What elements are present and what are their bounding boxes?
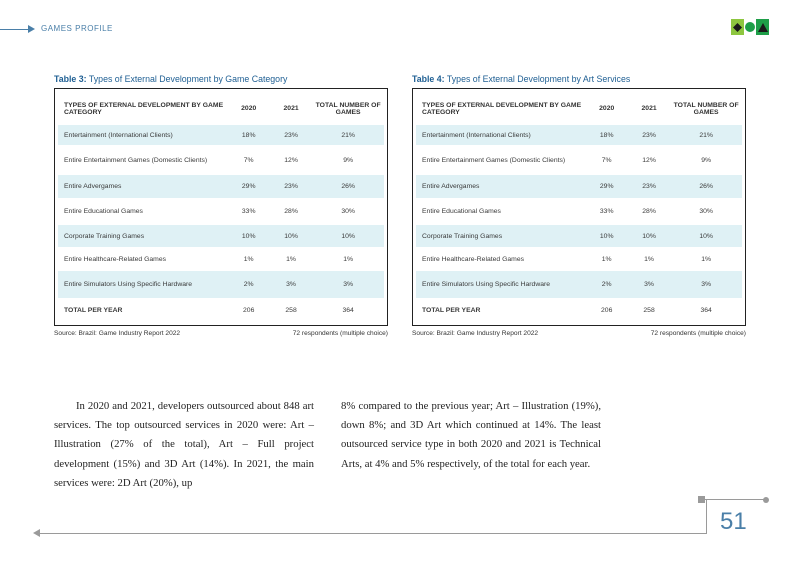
table4-caption: Table 4: Types of External Development by Art Services	[412, 74, 631, 84]
page-number: 51	[720, 508, 747, 535]
circle-icon	[744, 19, 757, 35]
table4-block	[412, 74, 746, 337]
section-title: GAMES PROFILE	[41, 24, 113, 33]
table-total-row	[416, 298, 742, 322]
table3-caption: Table 3: Types of External Development by Game Category	[54, 74, 288, 84]
cell-2021: 10%	[642, 232, 656, 240]
table-row	[58, 145, 384, 175]
table-row	[416, 125, 742, 145]
cell-2021: 12%	[284, 156, 298, 164]
cell-2020: 2%	[243, 281, 254, 288]
header-arrow-icon	[28, 25, 35, 33]
cell-2020: 29%	[599, 183, 614, 190]
table-row	[416, 145, 742, 175]
cell-2021: 23%	[642, 131, 656, 139]
body-paragraph-column-2: 8% compared to the previous year; Art – Illustration (19%), down 8%; and 3D Art which continued at 14%. The least outsourced service type in both 2020 and 2021 is Technical Arts, at 4% and 5% respectively, of the total for each year.	[341, 400, 601, 470]
cell-total: 21%	[341, 131, 355, 139]
footer-square-icon	[698, 496, 705, 503]
header-2020: 2020	[241, 105, 257, 112]
cell-2021: 10%	[284, 232, 298, 240]
header-category: TYPES OF EXTERNAL DEVELOPMENT BY GAME CATEGORY	[64, 101, 224, 116]
cell-2021: 1%	[286, 255, 296, 263]
cell-category: Entertainment (International Clients)	[64, 131, 173, 139]
header-category: TYPES OF EXTERNAL DEVELOPMENT BY GAME CATEGORY	[422, 101, 582, 116]
cell-2021: 12%	[642, 156, 656, 164]
body-paragraph-column-1: In 2020 and 2021, developers outsourced about 848 art services. The top outsourced services in 2020 were: Art – Illustration (27% of the total), Art – Full project development (15%) and 3D Art (14%). In 2021, the main services were: 2D Art (20%), up	[54, 400, 314, 489]
table-row	[416, 271, 742, 298]
cell-total: 21%	[699, 131, 713, 139]
cell-2020: 1%	[601, 255, 612, 263]
logo	[731, 19, 769, 35]
cell-total: 26%	[341, 183, 355, 190]
cell-category: Entire Entertainment Games (Domestic Clients)	[64, 156, 208, 164]
table-row	[416, 225, 742, 247]
cell-category: Entire Educational Games	[422, 208, 501, 215]
cell-category: TOTAL PER YEAR	[64, 306, 123, 314]
cell-total: 9%	[701, 156, 712, 164]
cell-category: Entire Simulators Using Specific Hardware	[64, 281, 193, 288]
cell-2020: 33%	[241, 208, 256, 215]
cell-category: Entire Healthcare-Related Games	[64, 255, 166, 263]
cell-2021: 28%	[642, 208, 656, 215]
header-rule	[0, 29, 28, 30]
cell-2020: 10%	[241, 232, 256, 240]
respondents-text: 72 respondents (multiple choice)	[650, 330, 746, 337]
table4-source-line	[412, 330, 746, 337]
table-row	[58, 175, 384, 198]
cell-2020: 18%	[241, 131, 256, 139]
cell-total: 10%	[699, 232, 713, 240]
cell-2021: 3%	[286, 281, 296, 288]
cell-2020: 2%	[601, 281, 612, 288]
table3-block	[54, 74, 388, 337]
table-row	[58, 198, 384, 225]
table4-frame	[412, 88, 746, 326]
cell-total: 1%	[343, 255, 354, 263]
header-2020: 2020	[599, 105, 615, 112]
cell-category: Entire Healthcare-Related Games	[422, 255, 524, 263]
table-row	[58, 271, 384, 298]
respondents-text: 72 respondents (multiple choice)	[292, 330, 388, 337]
cell-total: 26%	[699, 183, 713, 190]
cell-total: 3%	[343, 281, 354, 288]
table-row	[58, 247, 384, 271]
cell-2020: 1%	[243, 255, 254, 263]
footer-rule-top	[700, 499, 766, 500]
cell-category: Entire Simulators Using Specific Hardware	[422, 281, 551, 288]
cell-total: 30%	[341, 208, 355, 215]
cell-category: Corporate Training Games	[64, 232, 145, 240]
cell-2020: 33%	[599, 208, 614, 215]
header-2021: 2021	[641, 105, 657, 112]
cell-total: 1%	[701, 255, 712, 263]
cell-2020: 206	[601, 306, 613, 314]
cell-2021: 23%	[642, 183, 656, 190]
header-total: TOTAL NUMBER OF GAMES	[315, 101, 381, 116]
footer-arrow-icon	[33, 529, 40, 537]
cell-2021: 1%	[644, 255, 654, 263]
table3-header-row	[58, 92, 384, 125]
cell-total: 3%	[701, 281, 712, 288]
cell-total: 364	[342, 306, 354, 314]
cell-2020: 7%	[243, 156, 254, 164]
cell-category: Corporate Training Games	[422, 232, 503, 240]
cell-category: TOTAL PER YEAR	[422, 306, 481, 314]
table-row	[58, 125, 384, 145]
cell-category: Entire Entertainment Games (Domestic Clients)	[422, 156, 566, 164]
table-row	[416, 175, 742, 198]
table-row	[58, 225, 384, 247]
header-total: TOTAL NUMBER OF GAMES	[673, 101, 739, 116]
cell-2021: 258	[643, 306, 655, 314]
diamond-icon	[731, 19, 744, 35]
cell-category: Entire Advergames	[422, 183, 480, 190]
footer-rule-vertical	[706, 500, 707, 534]
table-total-row	[58, 298, 384, 322]
footer-rule-bottom	[40, 533, 707, 534]
cell-2021: 3%	[644, 281, 654, 288]
triangle-icon	[756, 19, 769, 35]
source-text: Source: Brazil: Game Industry Report 2022	[54, 330, 181, 337]
cell-total: 10%	[341, 232, 355, 240]
table4-header-row	[416, 92, 742, 125]
cell-total: 30%	[699, 208, 713, 215]
table-row	[416, 198, 742, 225]
cell-2020: 10%	[599, 232, 614, 240]
cell-2020: 29%	[241, 183, 256, 190]
table3-source-line	[54, 330, 388, 337]
cell-category: Entertainment (International Clients)	[422, 131, 531, 139]
cell-2021: 28%	[284, 208, 298, 215]
table4	[416, 92, 742, 322]
cell-category: Entire Educational Games	[64, 208, 143, 215]
header-2021: 2021	[283, 105, 299, 112]
table-row	[416, 247, 742, 271]
cell-2021: 258	[285, 306, 297, 314]
cell-2020: 18%	[599, 131, 614, 139]
cell-2020: 206	[243, 306, 255, 314]
cell-category: Entire Advergames	[64, 183, 122, 190]
cell-total: 9%	[343, 156, 354, 164]
cell-2020: 7%	[601, 156, 612, 164]
cell-total: 364	[700, 306, 712, 314]
footer-dot-icon	[763, 497, 769, 503]
table3	[58, 92, 384, 322]
cell-2021: 23%	[284, 183, 298, 190]
table3-frame	[54, 88, 388, 326]
source-text: Source: Brazil: Game Industry Report 2022	[412, 330, 539, 337]
cell-2021: 23%	[284, 131, 298, 139]
